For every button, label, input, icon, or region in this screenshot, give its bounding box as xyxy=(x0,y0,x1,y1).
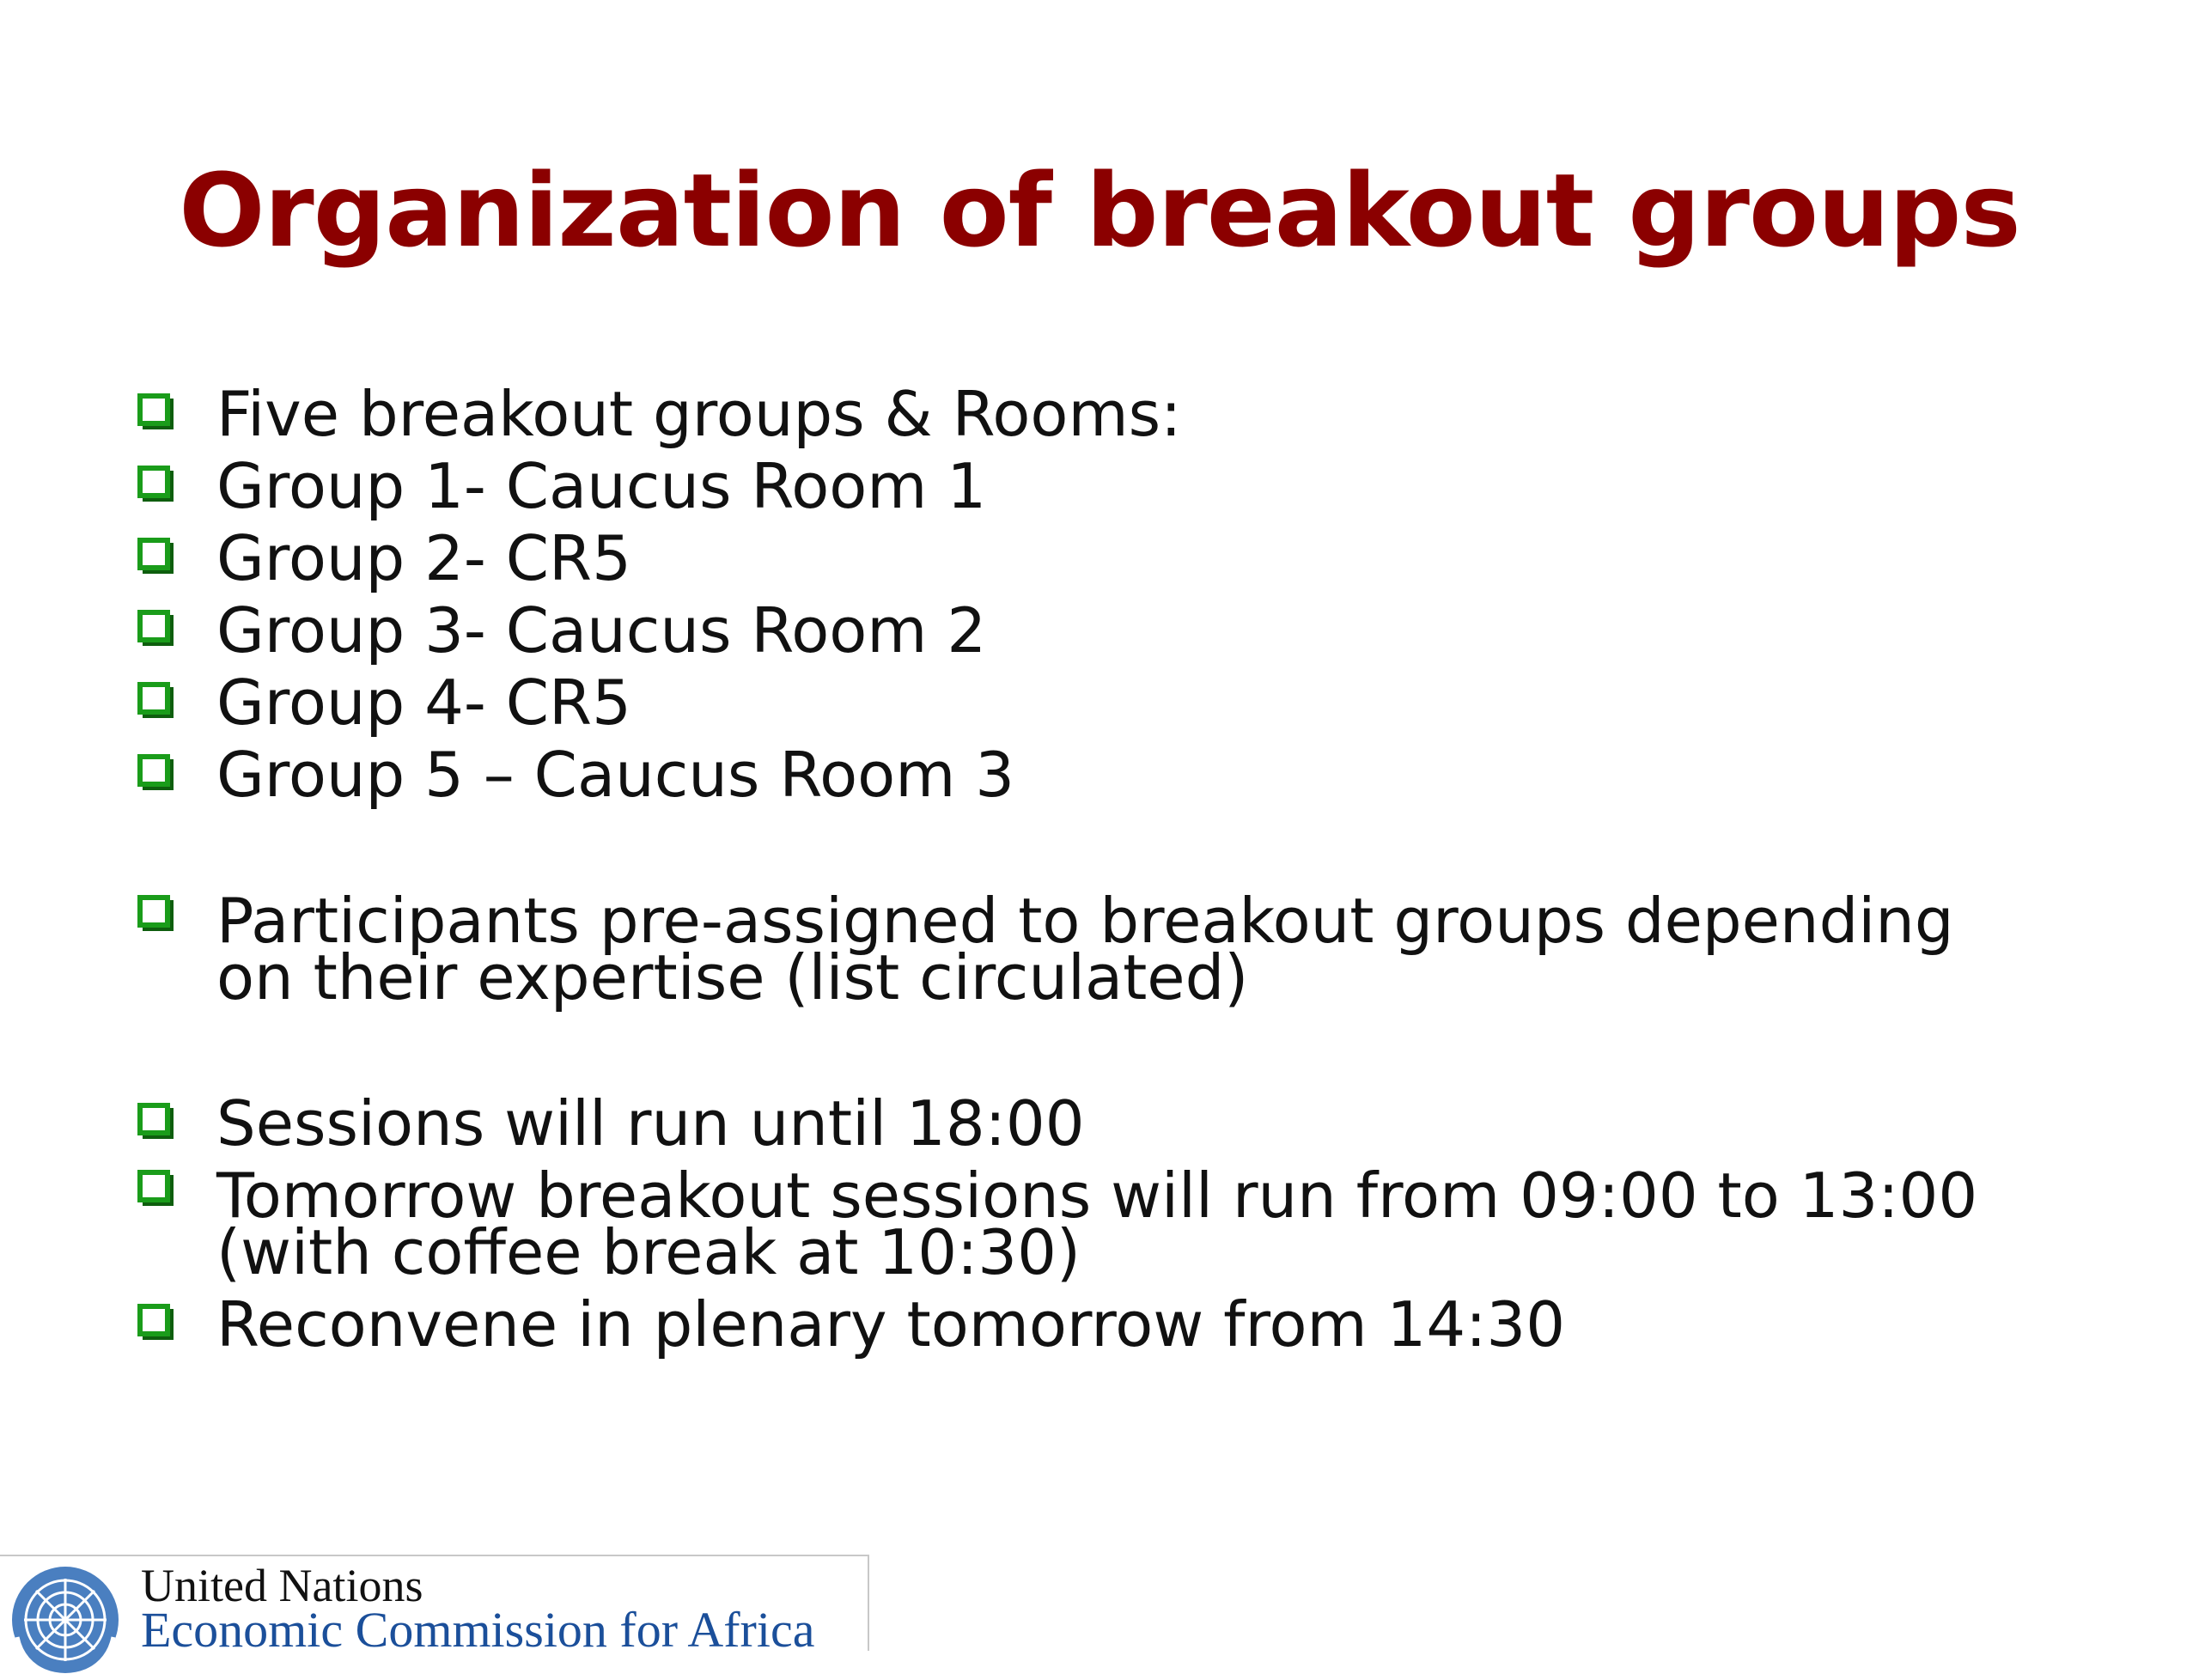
bullet-text: Group 3- Caucus Room 2 xyxy=(216,594,987,667)
checkbox-bullet-icon xyxy=(137,895,174,931)
checkbox-bullet-icon xyxy=(137,466,174,502)
bullet-item xyxy=(137,739,2113,811)
bullet-text: Group 2- CR5 xyxy=(216,522,631,594)
bullet-text: Group 4- CR5 xyxy=(216,667,631,739)
checkbox-bullet-icon xyxy=(137,610,174,646)
bullet-item xyxy=(137,1288,2113,1360)
checkbox-bullet-icon xyxy=(137,754,174,790)
bullet-text-continuation: (with coffee break at 10:30) xyxy=(216,1216,1081,1288)
bullet-text: Group 1- Caucus Room 1 xyxy=(216,450,987,522)
bullet-item xyxy=(137,594,2113,667)
bullet-item xyxy=(137,667,2113,739)
bullet-text: Tomorrow breakout sessions will run from 09:00 to 13:00 xyxy=(216,1160,1978,1232)
bullet-text: Participants pre-assigned to breakout groups depending xyxy=(216,885,1954,957)
bullet-text: Reconvene in plenary tomorrow from 14:30 xyxy=(216,1288,1566,1360)
bullet-text: Group 5 – Caucus Room 3 xyxy=(216,739,1015,811)
bullet-text: Five breakout groups & Rooms: xyxy=(216,378,1182,450)
checkbox-bullet-icon xyxy=(137,538,174,574)
bullet-list xyxy=(137,378,2113,1360)
checkbox-bullet-icon xyxy=(137,1304,174,1340)
bullet-item xyxy=(137,522,2113,594)
eca-logo xyxy=(0,1555,869,1658)
bullet-item xyxy=(137,885,2113,1013)
bullet-text: Sessions will run until 18:00 xyxy=(216,1087,1085,1160)
slide-title: Organization of breakout groups xyxy=(179,151,2020,270)
commission-name: Economic Commission for Africa xyxy=(141,1602,815,1658)
checkbox-bullet-icon xyxy=(137,1170,174,1206)
checkbox-bullet-icon xyxy=(137,1103,174,1139)
bullet-item xyxy=(137,1087,2113,1160)
un-emblem-icon xyxy=(5,1560,125,1680)
organization-name: United Nations xyxy=(141,1560,423,1611)
bullet-item xyxy=(137,450,2113,522)
bullet-item xyxy=(137,378,2113,450)
checkbox-bullet-icon xyxy=(137,682,174,718)
bullet-text-continuation: on their expertise (list circulated) xyxy=(216,941,1249,1013)
checkbox-bullet-icon xyxy=(137,393,174,429)
bullet-item xyxy=(137,1160,2113,1288)
